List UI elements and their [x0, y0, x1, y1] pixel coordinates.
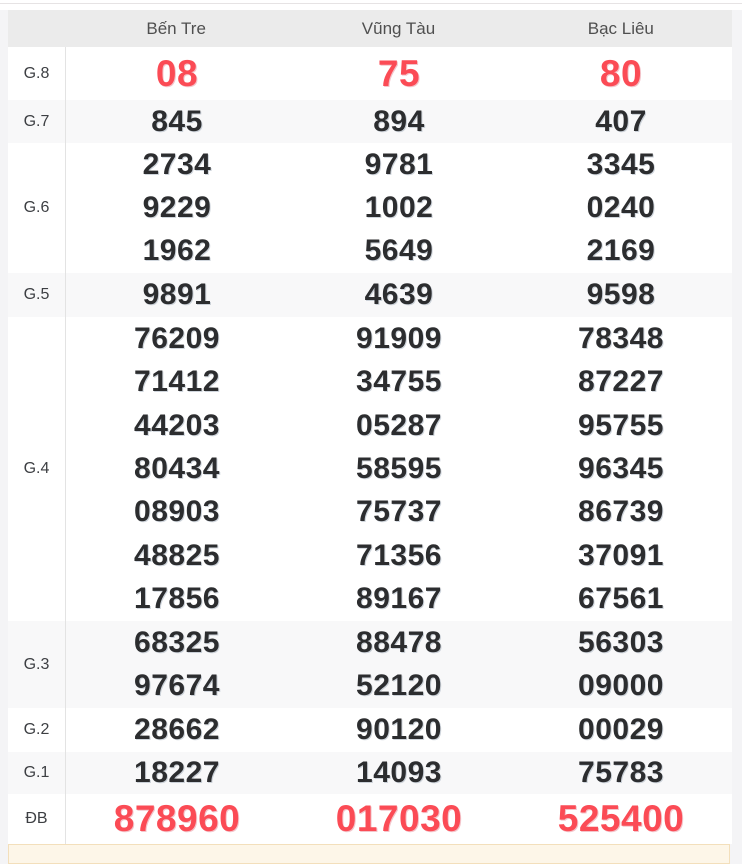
- prize-number: 48825: [134, 538, 220, 572]
- prize-row-g7: [8, 100, 732, 143]
- prize-row-g3: [8, 621, 732, 708]
- prize-label: G.6: [8, 143, 66, 273]
- prize-values-column: [66, 273, 288, 317]
- prize-row-g5: [8, 273, 732, 317]
- table-header-row: [8, 10, 732, 47]
- prize-values-column: [66, 794, 288, 844]
- prize-number: 1962: [142, 234, 212, 268]
- prize-label: G.7: [8, 100, 66, 143]
- prize-number: 71356: [356, 538, 442, 572]
- prize-values-column: [510, 47, 732, 100]
- prize-label: G.3: [8, 621, 66, 708]
- prize-number: 75783: [578, 756, 664, 789]
- prize-number: 34755: [356, 365, 442, 399]
- prize-number: 9598: [586, 278, 656, 311]
- header-spacer-cell: [8, 10, 65, 47]
- prize-number: 87227: [578, 365, 664, 399]
- prize-number: 71412: [134, 365, 220, 399]
- prize-values-column: [510, 708, 732, 752]
- prize-label: G.2: [8, 708, 66, 752]
- prize-number: 9229: [142, 190, 212, 224]
- prize-number: 9781: [364, 147, 434, 181]
- prize-number: 75737: [356, 495, 442, 529]
- prize-number: 17856: [134, 582, 220, 616]
- prize-values-column: [510, 752, 732, 794]
- prize-number: 52120: [356, 669, 442, 703]
- prize-number: 67561: [578, 582, 664, 616]
- prize-number: 90120: [356, 713, 442, 746]
- prize-number: 18227: [134, 756, 220, 789]
- prize-number: 08: [155, 52, 199, 94]
- prize-number: 9891: [142, 278, 212, 311]
- prize-values-column: [288, 708, 510, 752]
- prize-number: 91909: [356, 321, 442, 355]
- prize-label: G.1: [8, 752, 66, 794]
- prize-number: 00029: [578, 713, 664, 746]
- prize-number: 75: [377, 52, 421, 94]
- notice-strip: [8, 844, 730, 864]
- prize-number: 96345: [578, 451, 664, 485]
- prize-number: 44203: [134, 408, 220, 442]
- prize-number: 80: [599, 52, 643, 94]
- prize-values-column: [66, 47, 288, 100]
- prize-values-column: [66, 752, 288, 794]
- prize-number: 58595: [356, 451, 442, 485]
- prize-number: 14093: [356, 756, 442, 789]
- prize-label: G.5: [8, 273, 66, 317]
- prize-values-column: [288, 47, 510, 100]
- prize-number: 0240: [586, 190, 656, 224]
- prize-number: 5649: [364, 234, 434, 268]
- prize-values-column: [288, 273, 510, 317]
- prize-number: 28662: [134, 713, 220, 746]
- prize-number: 2169: [586, 234, 656, 268]
- prize-values-column: [510, 273, 732, 317]
- prize-number: 95755: [578, 408, 664, 442]
- prize-values-column: [66, 143, 288, 273]
- column-header-ben-tre: Bến Tre: [146, 18, 206, 38]
- prize-values-column: [510, 317, 732, 621]
- column-header-vung-tau: Vũng Tàu: [361, 18, 436, 38]
- prize-number: 68325: [134, 625, 220, 659]
- prize-row-g6: [8, 143, 732, 273]
- prize-values-column: [510, 143, 732, 273]
- prize-values-column: [66, 621, 288, 708]
- prize-number: 97674: [134, 669, 220, 703]
- prize-values-column: [66, 317, 288, 621]
- prize-number: 878960: [113, 798, 241, 839]
- prize-values-column: [288, 621, 510, 708]
- prize-number: 09000: [578, 669, 664, 703]
- page-top-strip: [0, 0, 742, 10]
- prize-values-column: [66, 100, 288, 143]
- prize-values-column: [288, 100, 510, 143]
- prize-number: 88478: [356, 625, 442, 659]
- prize-number: 86739: [578, 495, 664, 529]
- prize-number: 78348: [578, 321, 664, 355]
- prize-row-g4: [8, 317, 732, 621]
- prize-values-column: [288, 794, 510, 844]
- prize-row-g1: [8, 752, 732, 794]
- prize-number: 37091: [578, 538, 664, 572]
- results-table-body: [8, 47, 732, 844]
- prize-values-column: [510, 794, 732, 844]
- prize-number: 1002: [364, 190, 434, 224]
- prize-number: 89167: [356, 582, 442, 616]
- prize-label: G.4: [8, 317, 66, 621]
- prize-number: 56303: [578, 625, 664, 659]
- prize-number: 80434: [134, 451, 220, 485]
- prize-number: 05287: [356, 408, 442, 442]
- prize-number: 3345: [586, 147, 656, 181]
- prize-label: G.8: [8, 47, 66, 100]
- column-header-bac-lieu: Bạc Liêu: [587, 18, 654, 38]
- prize-number: 76209: [134, 321, 220, 355]
- prize-number: 845: [151, 104, 203, 138]
- prize-row-đb: [8, 794, 732, 844]
- prize-number: 407: [595, 104, 647, 138]
- prize-values-column: [288, 143, 510, 273]
- prize-number: 2734: [142, 147, 212, 181]
- prize-values-column: [288, 752, 510, 794]
- lottery-results-table: [8, 10, 732, 844]
- prize-values-column: [66, 708, 288, 752]
- prize-number: 017030: [335, 798, 463, 839]
- prize-values-column: [510, 621, 732, 708]
- prize-number: 08903: [134, 495, 220, 529]
- prize-number: 525400: [557, 798, 685, 839]
- prize-number: 4639: [364, 278, 434, 311]
- prize-values-column: [288, 317, 510, 621]
- prize-row-g8: [8, 47, 732, 100]
- prize-values-column: [510, 100, 732, 143]
- prize-label: ĐB: [8, 794, 66, 844]
- prize-number: 894: [373, 104, 425, 138]
- prize-row-g2: [8, 708, 732, 752]
